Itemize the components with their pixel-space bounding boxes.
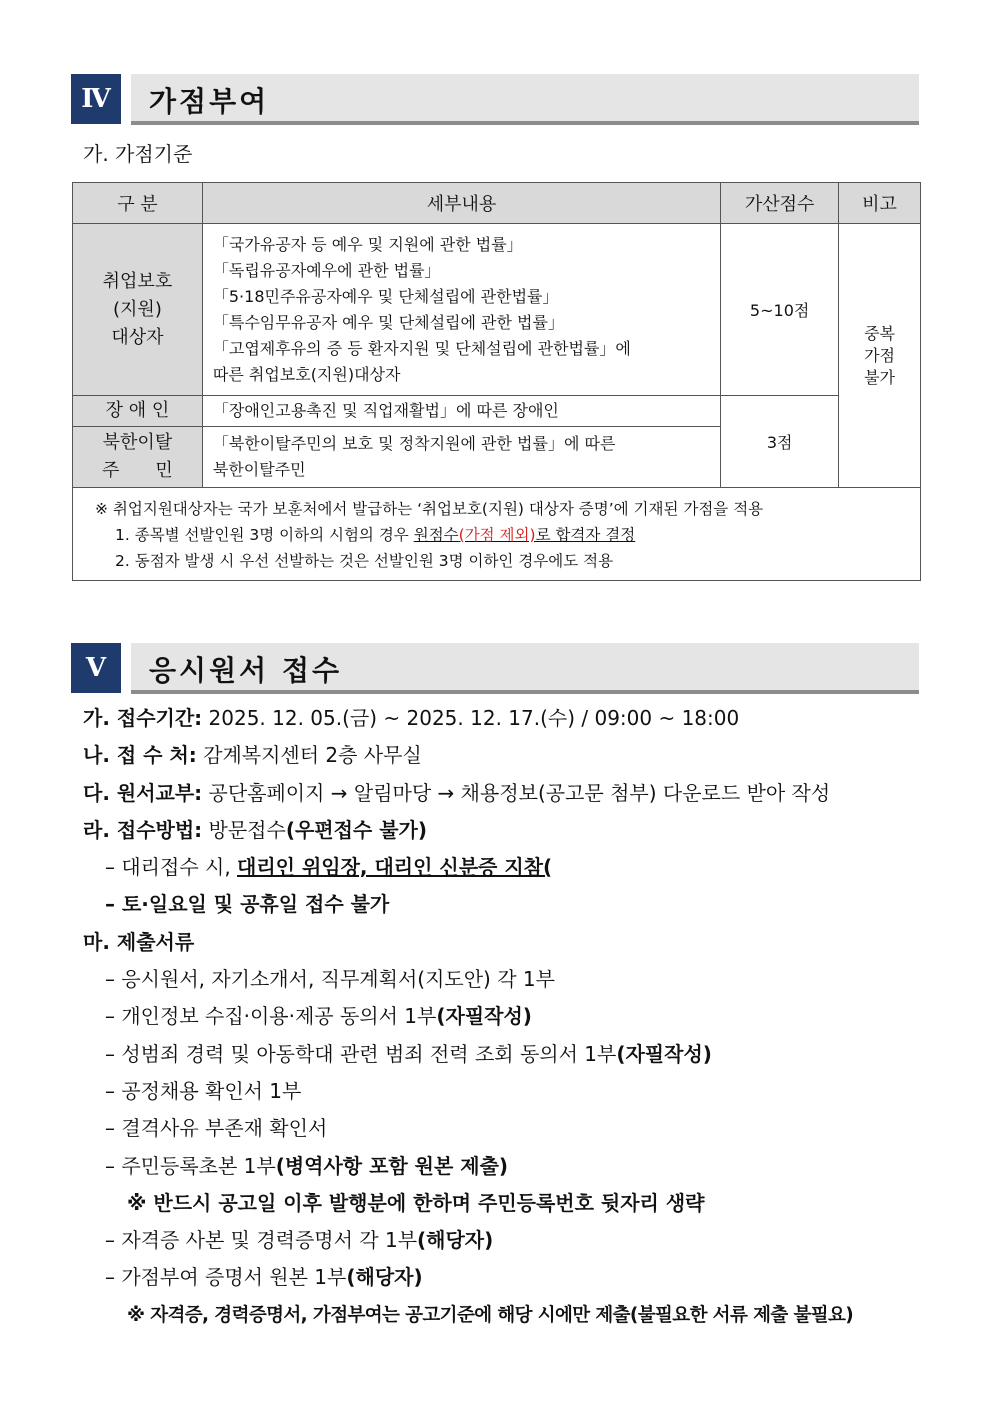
method-value: 방문접수 [202,817,286,842]
note-1-underline [414,526,636,544]
details-cell: 「장애인고용촉진 및 직업재활법」에 따른 장애인 [202,396,720,427]
list-item [83,998,853,1035]
method-label: 라. 접수방법: [83,817,203,842]
section-5-title-bar [131,643,919,694]
notes-cell [73,488,921,581]
note-1 [95,522,910,548]
note-1-raw-score: 원점수 [413,526,459,544]
document-item: – 성범죄 경력 및 아동학대 관련 범죄 전력 조회 동의서 1부 [105,1041,617,1066]
list-item [83,849,853,886]
category-line: (지원) [113,298,162,320]
list-item [83,700,853,737]
category-cell [73,224,203,396]
col-header-category: 구 분 [73,183,203,224]
note-main: ※ 취업지원대상자는 국가 보훈처에서 발급하는 ‘취업보호(지원) 대상자 증명’에 기재된 가점을 적용 [95,500,764,518]
section-4-title: 가점부여 [149,85,270,118]
remark-cell [839,224,921,488]
remark-line: 가점 [864,345,895,365]
section-5-title: 응시원서 접수 [149,654,343,687]
table-notes-row [73,488,921,581]
form-label: 다. 원서교부: [83,780,203,805]
document-item: – 개인정보 수집·이용·제공 동의서 1부 [105,1004,437,1029]
document-item: – 가점부여 증명서 원본 1부 [105,1265,347,1290]
list-item [83,1110,853,1147]
detail-line: 북한이탈주민 [212,460,306,479]
note-1-decision: 로 합격자 결정 [535,526,636,544]
list-item [83,775,853,812]
list-item [83,812,853,849]
score-cell: 3점 [721,396,839,488]
details-cell [202,427,720,488]
detail-line: 따른 취업보호(지원)대상자 [212,364,401,384]
detail-line: 「북한이탈주민의 보호 및 정착지원에 관한 법률」에 따른 [212,434,616,453]
list-item [83,1073,853,1110]
document-remark: ※ 자격증, 경력증명서, 가점부여는 공고기준에 해당 시에만 제출(불필요한 서류 제출 불필요) [127,1304,854,1326]
document-note: (해당자) [417,1228,494,1253]
proxy-text: – 대리접수 시, [105,855,238,880]
document-remark: ※ 반드시 공고일 이후 발행분에 한하며 주민등록번호 뒷자리 생략 [127,1190,705,1215]
detail-line: 「5·18민주유공자예우 및 단체설립에 관한법률」 [212,286,559,306]
section-4-number: Ⅳ [71,74,121,124]
section-5-header [71,643,919,695]
table-row [73,224,921,396]
document-note: (병역사항 포함 원본 제출) [275,1153,509,1178]
list-item [83,961,853,998]
period-value: 2025. 12. 05.(금) ~ 2025. 12. 17.(수) / 09:00 ~ 18:00 [202,706,740,730]
document-item: – 공정채용 확인서 1부 [105,1078,302,1103]
document-note: (자필작성) [616,1041,712,1066]
detail-line: 「국가유공자 등 예우 및 지원에 관한 법률」 [212,234,523,254]
document-note: (해당자) [346,1265,423,1290]
col-header-details: 세부내용 [202,183,720,224]
bonus-criteria-table [72,182,921,581]
category-line: 취업보호 [102,270,173,292]
col-header-remark: 비고 [839,183,921,224]
category-cell [73,427,203,488]
list-item [83,1297,853,1334]
note-2: 2. 동점자 발생 시 우선 선발하는 것은 선발인원 3명 이하인 경우에도 적용 [115,552,614,570]
list-item [83,1185,853,1222]
weekend-notice: – 토·일요일 및 공휴일 접수 불가 [105,892,390,917]
list-item [83,1148,853,1185]
proxy-requirement: 대리인 위임장, 대리인 신분증 지참( [237,855,553,880]
category-line: 주 민 [102,460,173,481]
application-info-list [83,700,853,1334]
list-item [83,1036,853,1073]
detail-line: 「독립유공자예우에 관한 법률」 [212,260,441,280]
form-value: 공단홈페이지 → 알림마당 → 채용정보(공고문 첨부) 다운로드 받아 작성 [202,780,831,805]
document-item: – 주민등록초본 1부 [105,1153,276,1178]
details-cell [202,224,720,396]
document-item: – 결격사유 부존재 확인서 [105,1116,328,1141]
detail-line: 「특수임무유공자 예우 및 단체설립에 관한 법률」 [212,312,564,332]
score-cell: 5~10점 [721,224,839,396]
document-note: (자필작성) [436,1004,532,1029]
note-1-red-text: (가점 제외) [458,526,536,544]
section-4-header [71,74,919,126]
documents-label: 마. 제출서류 [83,929,195,954]
table-row [73,396,921,427]
category-line: 북한이탈 [102,432,173,453]
table-header-row [73,183,921,224]
place-value: 감계복지센터 2층 사무실 [196,743,422,768]
remark-line: 중복 [864,323,895,343]
place-label: 나. 접 수 처: [83,743,197,768]
list-item [83,1222,853,1259]
category-cell: 장 애 인 [73,396,203,427]
list-item [83,1259,853,1296]
document-item: – 응시원서, 자기소개서, 직무계획서(지도안) 각 1부 [105,967,555,992]
method-note: (우편접수 불가) [285,817,427,842]
document-item: – 자격증 사본 및 경력증명서 각 1부 [105,1228,418,1253]
list-item [83,924,853,961]
note-1-text: 1. 종목별 선발인원 3명 이하의 시험의 경우 [115,526,414,544]
list-item [83,737,853,774]
category-line: 대상자 [111,326,164,348]
remark-line: 불가 [864,367,895,387]
section-5-number: Ⅴ [71,643,121,693]
col-header-score: 가산점수 [721,183,839,224]
list-item [83,886,853,923]
section-4-title-bar [131,74,919,125]
period-label: 가. 접수기간: [83,706,203,730]
detail-line: 「고엽제후유의 증 등 환자지원 및 단체설립에 관한법률」에 [212,338,631,358]
subheading-criteria: 가. 가점기준 [83,142,193,166]
